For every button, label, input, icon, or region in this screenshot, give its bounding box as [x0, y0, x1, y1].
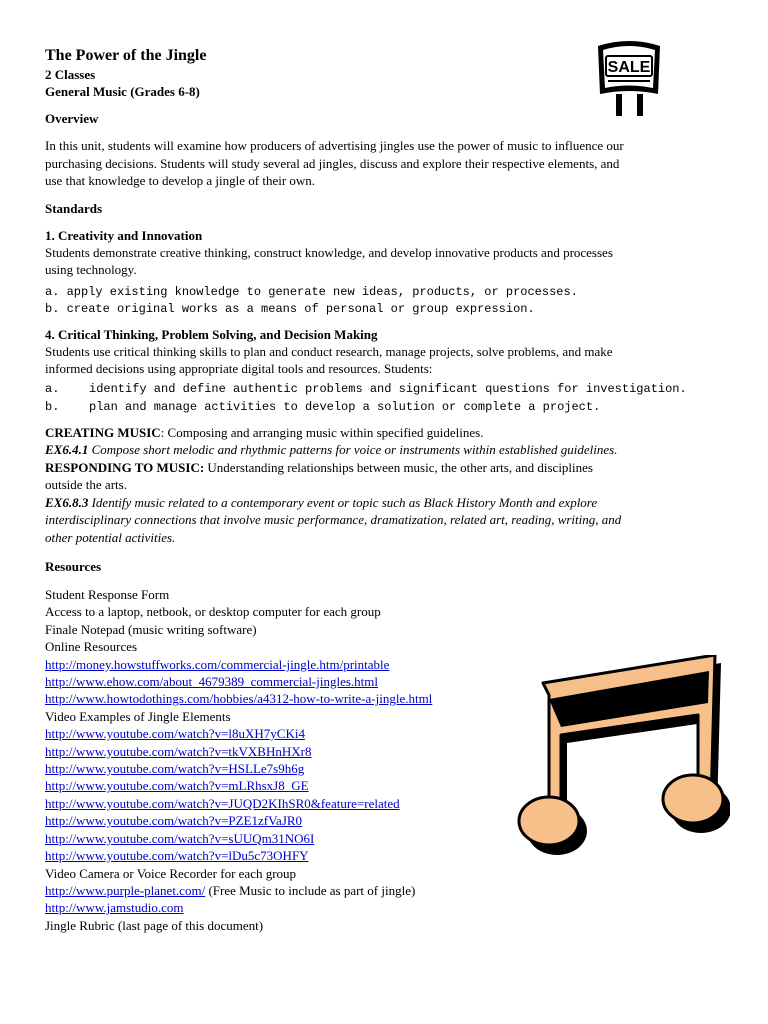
resource-item: Student Response Form	[45, 587, 170, 602]
standard-1-desc: using technology.	[45, 262, 137, 277]
resource-link[interactable]: http://www.purple-planet.com/	[45, 882, 206, 898]
responding-music-label: RESPONDING TO MUSIC:	[45, 459, 205, 475]
resource-item: Access to a laptop, netbook, or desktop computer for each group	[45, 604, 381, 620]
responding-music-text: outside the arts.	[45, 477, 127, 492]
resource-link[interactable]: http://www.ehow.com/about_4679389_commercial-jingles.html	[45, 674, 379, 690]
resource-item: Video Camera or Voice Recorder for each group	[45, 865, 297, 881]
resource-link[interactable]: http://www.youtube.com/watch?v=lDu5c73OHFY	[45, 848, 309, 864]
responding-music-code-text: interdisciplinary connections that involve music performance, dramatization, related art, reading, writing, and	[45, 512, 622, 527]
resource-item	[45, 743, 725, 760]
overview-line: purchasing decisions. Students will study several ad jingles, discuss and explore their respective elements, and	[45, 155, 620, 171]
creating-music-label: CREATING MUSIC	[45, 424, 161, 440]
resource-link[interactable]: http://www.youtube.com/watch?v=mLRhsxJ8_GE	[45, 778, 309, 794]
standard-1-desc: Students demonstrate creative thinking, construct knowledge, and develop innovative products and processes	[45, 244, 613, 260]
resource-item	[45, 795, 725, 812]
standard-1-item: b. create original works as a means of personal or group expression.	[45, 301, 535, 316]
resource-item	[45, 830, 725, 847]
creating-music-code-text: Compose short melodic and rhythmic patterns for voice or instruments within established guidelines.	[88, 442, 618, 457]
standard-1-items	[45, 284, 725, 318]
resource-item	[45, 777, 725, 794]
resource-item: Finale Notepad (music writing software)	[45, 621, 257, 637]
responding-music-code: EX6.8.3	[45, 494, 89, 510]
resource-item: Jingle Rubric (last page of this document)	[45, 917, 264, 933]
standards-heading: Standards	[45, 200, 103, 216]
resource-link[interactable]: http://www.youtube.com/watch?v=sUUQm31NO6I	[45, 830, 315, 846]
resource-link[interactable]: http://www.jamstudio.com	[45, 900, 184, 916]
svg-text:SALE: SALE	[607, 59, 651, 76]
resource-link[interactable]: http://money.howstuffworks.com/commercial-jingle.htm/printable	[45, 656, 390, 672]
overview-line: use that knowledge to develop a jingle of their own.	[45, 173, 316, 188]
standard-4-item: b. plan and manage activities to develop a solution or complete a project.	[45, 399, 601, 414]
resource-item	[45, 882, 725, 899]
resources-list	[45, 586, 725, 934]
course-name: General Music (Grades 6-8)	[45, 84, 200, 99]
standard-1-title: 1. Creativity and Innovation	[45, 227, 203, 243]
responding-music-code-text: other potential activities.	[45, 529, 176, 545]
resource-item	[45, 847, 725, 864]
resource-item: Video Examples of Jingle Elements	[45, 708, 231, 724]
document-page	[45, 46, 725, 934]
standard-4-desc: informed decisions using appropriate digital tools and resources. Students:	[45, 361, 433, 376]
resource-link[interactable]: http://www.howtodothings.com/hobbies/a4312-how-to-write-a-jingle.html	[45, 691, 433, 707]
document-title: The Power of the Jingle	[45, 47, 207, 64]
creating-music-block	[45, 424, 725, 459]
resource-link[interactable]: http://www.youtube.com/watch?v=HSLLe7s9h6g	[45, 761, 305, 777]
standard-4-items	[45, 380, 725, 416]
overview-text	[45, 137, 725, 190]
resource-item	[45, 812, 725, 829]
resource-link[interactable]: http://www.youtube.com/watch?v=JUQD2KIhSR0&feature=related	[45, 795, 400, 811]
standard-4-desc: Students use critical thinking skills to plan and conduct research, manage projects, solve problems, and make	[45, 343, 613, 359]
resource-link-note: (Free Music to include as part of jingle)	[205, 882, 416, 898]
resource-item	[45, 899, 725, 916]
overview-line: In this unit, students will examine how producers of advertising jingles use the power of music to influence our	[45, 138, 624, 153]
resource-item: Online Resources	[45, 639, 138, 655]
resource-item	[45, 725, 725, 742]
resource-link[interactable]: http://www.youtube.com/watch?v=PZE1zfVaJR0	[45, 813, 303, 829]
responding-music-code-text: Identify music related to a contemporary event or topic such as Black History Month and explore	[88, 494, 598, 510]
overview-heading: Overview	[45, 111, 99, 126]
resource-item	[45, 690, 725, 707]
standard-1-item: a. apply existing knowledge to generate new ideas, products, or processes.	[45, 284, 578, 299]
resource-item	[45, 673, 725, 690]
resource-item	[45, 760, 725, 777]
creating-music-code: EX6.4.1	[45, 442, 89, 457]
responding-music-block	[45, 459, 725, 547]
creating-music-text: : Composing and arranging music within specified guidelines.	[160, 424, 484, 440]
resource-link[interactable]: http://www.youtube.com/watch?v=tkVXBHnHXr8	[45, 743, 312, 759]
resource-link[interactable]: http://www.youtube.com/watch?v=l8uXH7yCKi4	[45, 726, 305, 742]
resource-item	[45, 656, 725, 673]
standard-4-title: 4. Critical Thinking, Problem Solving, and Decision Making	[45, 326, 378, 342]
resources-heading: Resources	[45, 559, 102, 574]
class-count: 2 Classes	[45, 67, 96, 82]
responding-music-text: Understanding relationships between music, the other arts, and disciplines	[204, 459, 593, 475]
standard-4-item: a. identify and define authentic problems and significant questions for investigation.	[45, 381, 687, 396]
